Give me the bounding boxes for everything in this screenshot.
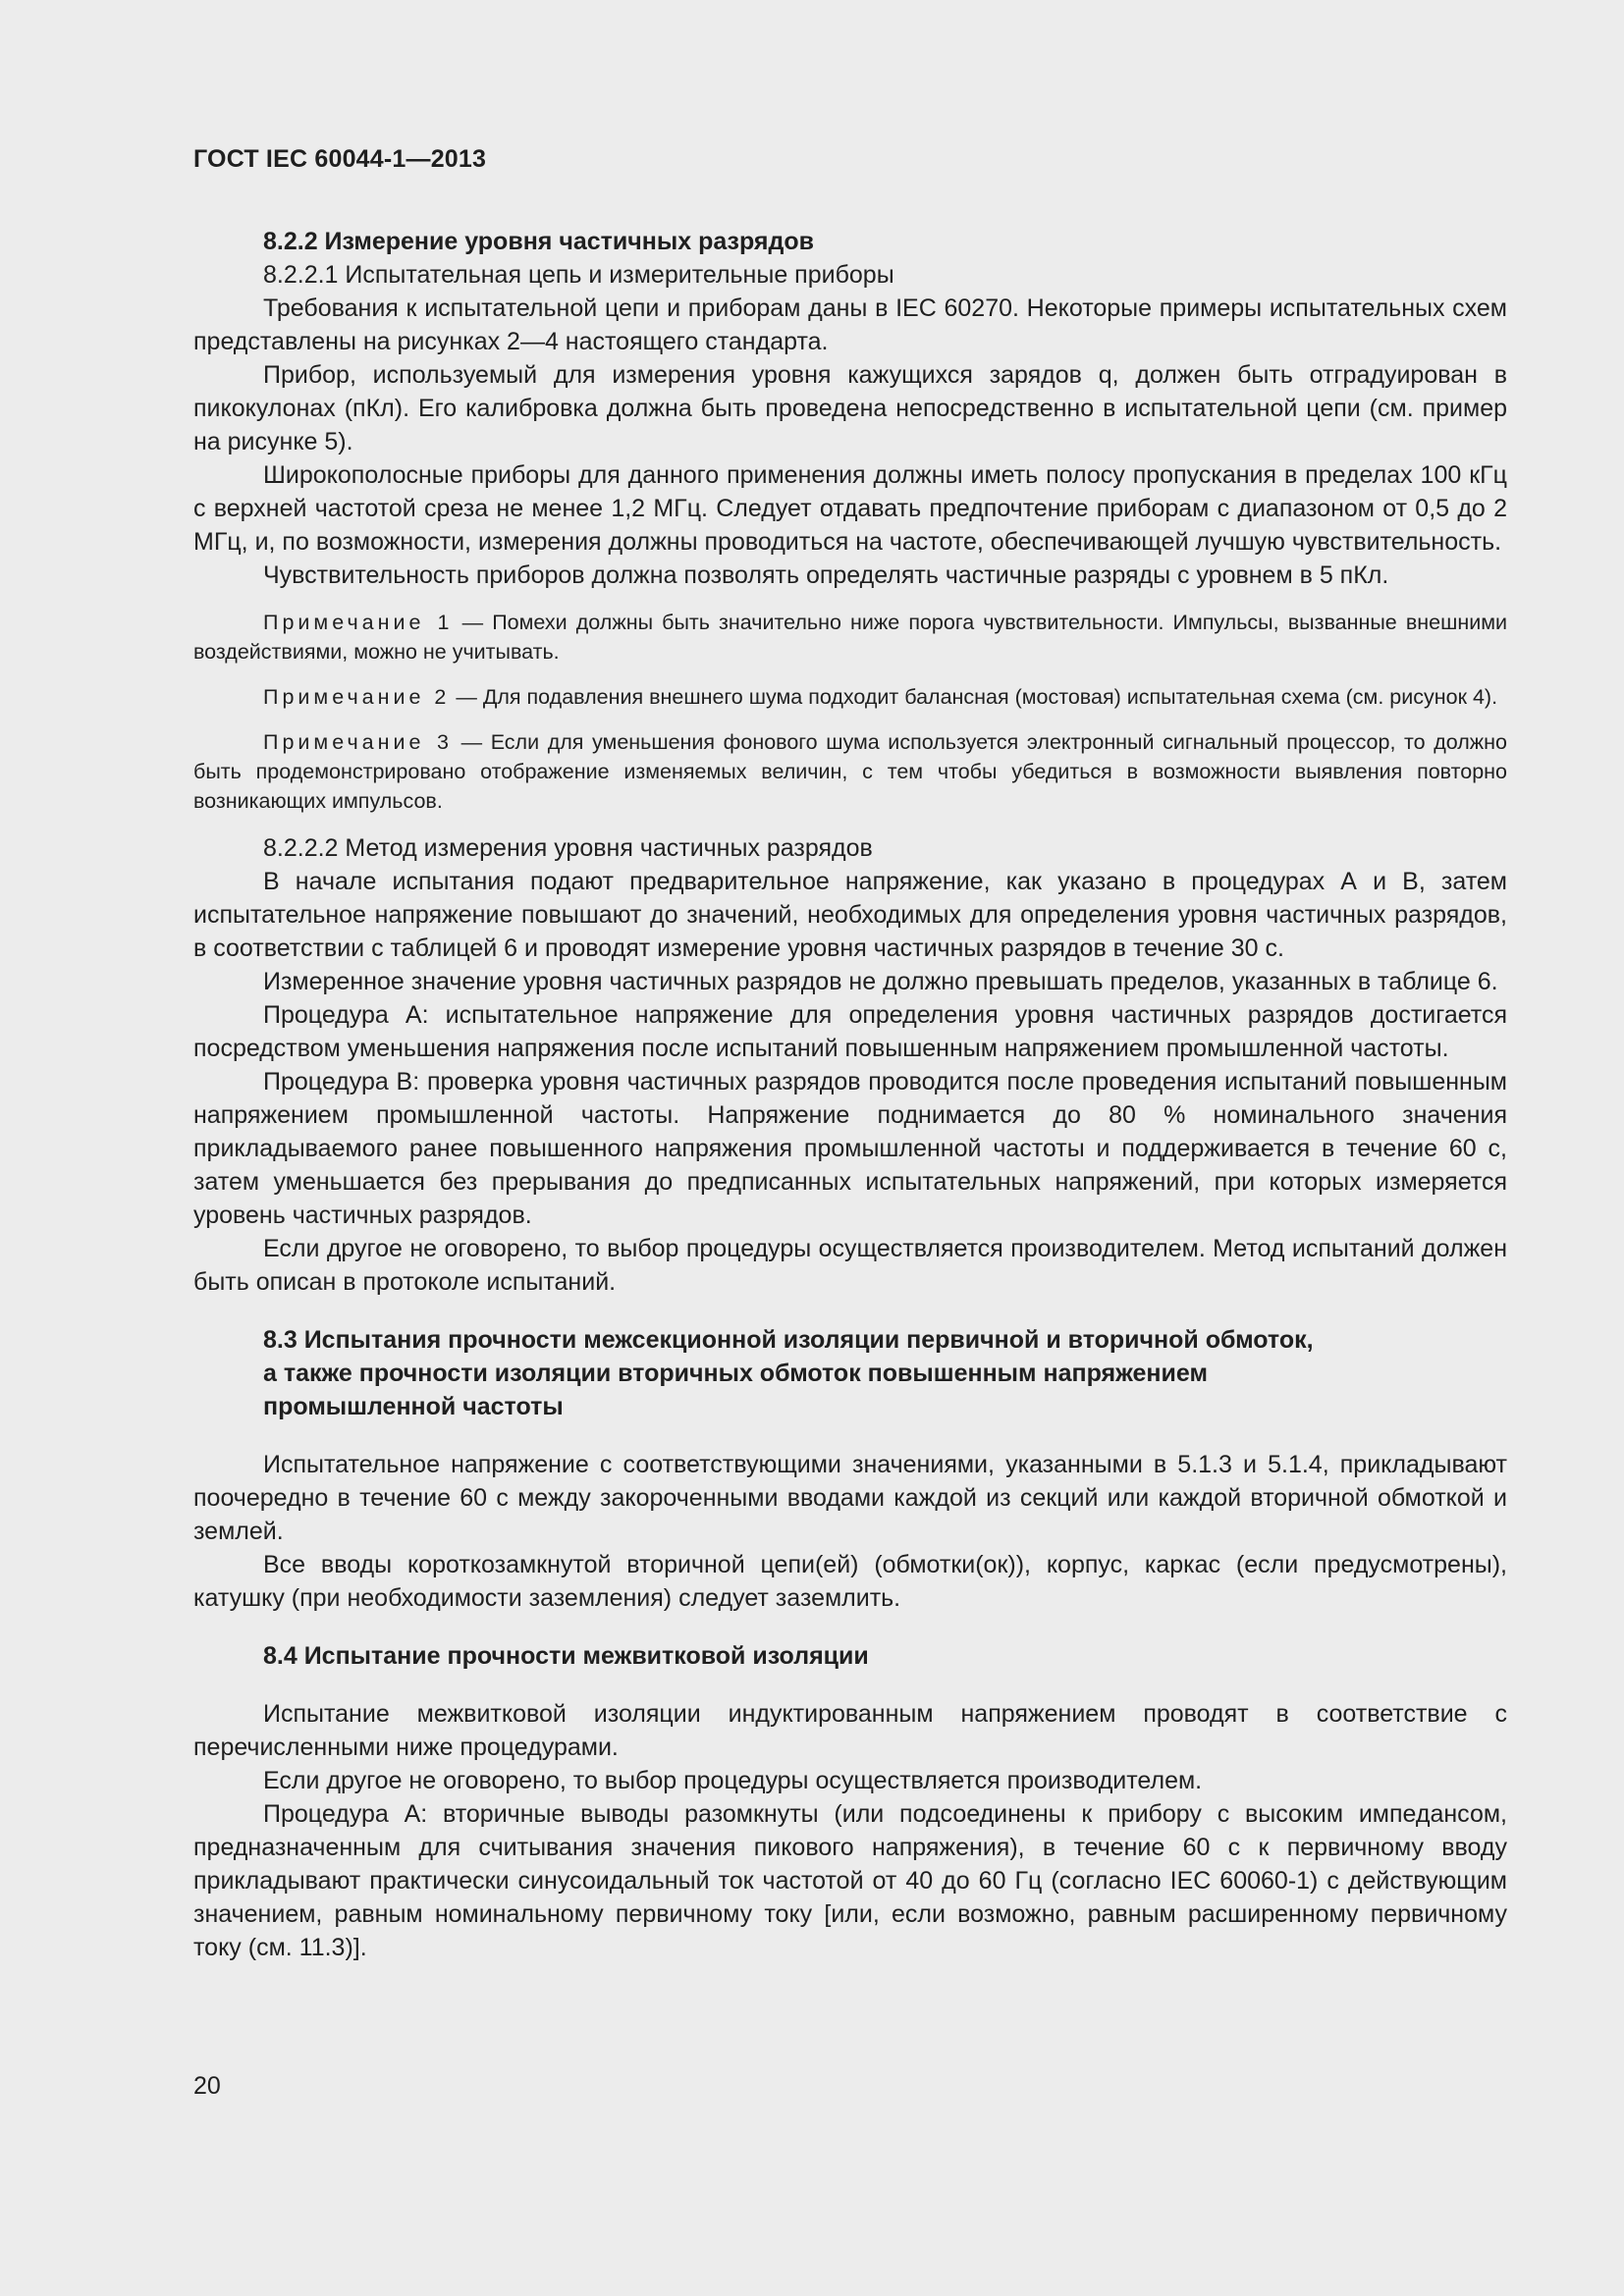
- note-text: — Помехи должны быть значительно ниже порога чувствительности. Импульсы, вызванные внешними воздействиями, можно не учитывать.: [193, 611, 1508, 664]
- note-text: — Если для уменьшения фонового шума используется электронный сигнальный процессор, то должно быть продемонстрировано отображение изменяемых величин, с тем чтобы убедиться в возможности выявления повторно возникающих импульсов.: [193, 730, 1507, 813]
- paragraph: Все вводы короткозамкнутой вторичной цепи(ей) (обмотки(ок)), корпус, каркас (если предусмотрены), катушку (при необходимости заземления) следует заземлить.: [193, 1551, 1507, 1612]
- note-label: Примечание 3: [263, 730, 453, 754]
- note-text: — Для подавления внешнего шума подходит балансная (мостовая) испытательная схема (см. рисунок 4).: [450, 685, 1498, 709]
- note-label: Примечание 1: [263, 611, 454, 634]
- paragraph: Широкополосные приборы для данного применения должны иметь полосу пропускания в пределах 100 кГц с верхней частотой среза не менее 1,2 МГц. Следует отдавать предпочтение приборам с диапазоном от 0,5 до 2 МГц, и, по возможности, измерения должны проводиться на частоте, обеспечивающей лучшую чувствительность.: [193, 461, 1507, 556]
- paragraph: Прибор, используемый для измерения уровня кажущихся зарядов q, должен быть отградуирован в пикокулонах (пКл). Его калибровка должна быть проведена непосредственно в испытательной цепи (см. пример на рисунке 5).: [193, 361, 1507, 455]
- note-3: [193, 727, 1507, 816]
- paragraph: В начале испытания подают предварительное напряжение, как указано в процедурах А и В, затем испытательное напряжение повышают до значений, необходимых для определения уровня частичных разрядов, в соответствии с таблицей 6 и проводят измерение уровня частичных разрядов в течение 30 с.: [193, 868, 1507, 962]
- section-8-2-2-1-heading: 8.2.2.1 Испытательная цепь и измерительные приборы: [263, 261, 894, 289]
- paragraph: Процедура А: вторичные выводы разомкнуты (или подсоединены к прибору с высоким импедансом, предназначенным для считывания значения пикового напряжения), в течение 60 с к первичному вводу прикладывают практически синусоидальный ток частотой от 40 до 60 Гц (согласно IEC 60060-1) с действующим значением, равным номинальному первичному току [или, если возможно, равным расширенному первичному току (см. 11.3)].: [193, 1800, 1507, 1961]
- paragraph: Требования к испытательной цепи и приборам даны в IEC 60270. Некоторые примеры испытательных схем представлены на рисунках 2—4 настоящего стандарта.: [193, 294, 1507, 355]
- section-8-2-2-2-heading: 8.2.2.2 Метод измерения уровня частичных разрядов: [263, 834, 873, 862]
- page-number: 20: [193, 2072, 221, 2100]
- paragraph: Если другое не оговорено, то выбор процедуры осуществляется производителем. Метод испытаний должен быть описан в протоколе испытаний.: [193, 1235, 1507, 1296]
- heading-line: а также прочности изоляции вторичных обмоток повышенным напряжением: [263, 1360, 1208, 1387]
- section-8-3-heading: [193, 1323, 1507, 1423]
- note-2: [193, 682, 1507, 712]
- section-8-2-2-heading: 8.2.2 Измерение уровня частичных разрядов: [263, 228, 815, 255]
- document-header-title: ГОСТ IEC 60044-1—2013: [193, 145, 487, 173]
- paragraph: Измеренное значение уровня частичных разрядов не должно превышать пределов, указанных в таблице 6.: [263, 968, 1498, 995]
- heading-line: 8.3 Испытания прочности межсекционной изоляции первичной и вторичной обмоток,: [263, 1326, 1314, 1354]
- paragraph: Чувствительность приборов должна позволять определять частичные разряды с уровнем в 5 пКл.: [263, 561, 1389, 589]
- paragraph: Процедура В: проверка уровня частичных разрядов проводится после проведения испытаний повышенным напряжением промышленной частоты. Напряжение поднимается до 80 % номинального значения прикладываемого ранее повышенного напряжения промышленной частоты и поддерживается в течение 60 с, затем уменьшается без прерывания до предписанных испытательных напряжений, при которых измеряется уровень частичных разрядов.: [193, 1068, 1507, 1229]
- heading-line: промышленной частоты: [263, 1393, 564, 1420]
- section-8-4-heading: 8.4 Испытание прочности межвитковой изоляции: [263, 1642, 869, 1670]
- paragraph: Испытательное напряжение с соответствующими значениями, указанными в 5.1.3 и 5.1.4, прикладывают поочередно в течение 60 с между закороченными вводами каждой из секций или каждой вторичной обмоткой и землей.: [193, 1451, 1507, 1545]
- document-body: [193, 225, 1507, 1964]
- note-1: [193, 608, 1507, 667]
- paragraph: Если другое не оговорено, то выбор процедуры осуществляется производителем.: [263, 1767, 1203, 1794]
- paragraph: Процедура А: испытательное напряжение для определения уровня частичных разрядов достигается посредством уменьшения напряжения после испытаний повышенным напряжением промышленной частоты.: [193, 1001, 1507, 1062]
- paragraph: Испытание межвитковой изоляции индуктированным напряжением проводят в соответствие с перечисленными ниже процедурами.: [193, 1700, 1507, 1761]
- note-label: Примечание 2: [263, 685, 451, 709]
